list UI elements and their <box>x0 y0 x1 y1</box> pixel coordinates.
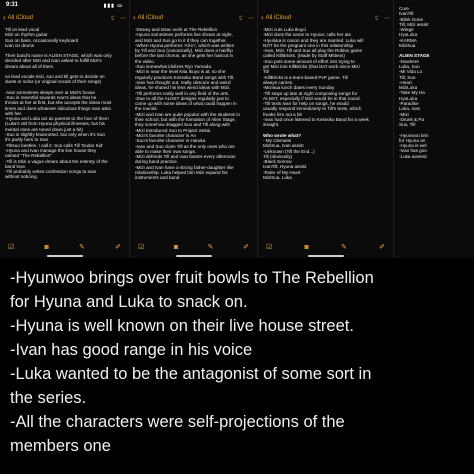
note-line: freaks him out a bit <box>263 111 302 117</box>
note-line: -Till performs really well in any field of the arts. <box>135 90 230 96</box>
note-line: Cure <box>399 6 409 11</box>
note-line: usually respond immediately to Till's texts, which <box>263 106 362 112</box>
note-line: Till (obviously) <box>263 153 293 159</box>
note-line: -Luka wanted <box>399 153 427 159</box>
note-line: -Blink Gone <box>399 16 424 22</box>
home-indicator <box>176 255 212 257</box>
note-line: the video. <box>135 58 155 64</box>
note-line: ALNST, especially if Mizi would be in that round. <box>263 95 361 101</box>
note-body[interactable] <box>5 27 126 234</box>
note-line: by Till and Suo (canonically), Mizi does a hairflip <box>135 48 233 54</box>
note-line: -Ivan has thought out, really obscure and weird <box>135 79 231 85</box>
note-line: relationship. Luka helped him Mizi expand his <box>135 170 228 176</box>
more-icon[interactable]: ⋯ <box>248 15 254 22</box>
note-line: -Hyuna is wel <box>399 143 427 149</box>
note-line: no lead vocals mizi, suo and till gets to decide on <box>5 74 105 80</box>
caption-line: -Luka wanted to be the antagonist of some sort in <box>10 365 372 383</box>
notes-nav-bar <box>3 13 126 23</box>
back-link[interactable]: All iCloud <box>7 15 34 21</box>
note-line: -Mizi and Ivan have a strong father-daughter like <box>135 164 234 170</box>
note-line: -Suo is slightly brainrotted, but only when it's Suo <box>5 132 105 138</box>
note-line: -Tiltsuo beetles. I call it: Suo calls Till 'Guitar Kid' <box>5 142 104 148</box>
note-line: straight. <box>263 122 280 128</box>
note-line: able to make their own songs. <box>135 148 197 154</box>
checklist-icon[interactable]: ☑ <box>8 244 15 251</box>
note-line: -Ivan had once listened to Kessoku Band for a week <box>263 117 369 123</box>
note-line: Till on lead vocal <box>5 27 40 32</box>
note-line: -Take My Ha <box>399 90 425 96</box>
notes-nav-bar <box>261 13 390 23</box>
caption-line: -Hyuna is well known on their live house street. <box>10 317 354 335</box>
note-line: -Mi Vida Lo <box>399 69 423 75</box>
notes-panel-1 <box>0 0 130 258</box>
note-line: they somehow dragged Suo and Till along with <box>135 122 230 128</box>
home-indicator <box>308 255 344 257</box>
notes-toolbar <box>8 242 121 252</box>
more-icon[interactable]: ⋯ <box>384 15 390 22</box>
note-line: mental ones are toned down just a bit) <box>5 126 83 132</box>
note-line: ideas, he shared his less weird ideas with Mizi. <box>135 85 231 91</box>
note-line: IvanTill, Hyuna assist <box>263 164 307 170</box>
chevron-left-icon[interactable]: ‹ <box>3 13 6 22</box>
checklist-icon[interactable]: ☑ <box>138 244 145 251</box>
note-line: MiziSua, Ivan assist <box>263 143 304 149</box>
note-line: -Suo puts some amount of effort into trying to <box>263 58 355 64</box>
pen-icon[interactable]: ✎ <box>340 244 347 251</box>
note-line: the rounds. <box>135 106 158 112</box>
note-line: Their band's name is ALIEN STAGE, which was only <box>5 53 112 59</box>
note-line: -Hyuna and Ivan manage the live house they <box>5 147 97 153</box>
note-line: -Ivan and Suo claim Till as the only ones who are <box>135 143 235 149</box>
note-line: Luka, Suo <box>399 63 420 69</box>
note-line: MiziLuka <box>399 85 418 91</box>
caption-line: for Hyuna and Luka to snack on. <box>10 293 248 311</box>
note-line: for Hyuna an <box>399 137 426 143</box>
note-line: -Suo's favorite character is Haruka <box>135 138 206 144</box>
note-line: -Mizi cuts Luka Ikuyo <box>263 27 306 32</box>
note-line: it's partly hers to Ivan. <box>5 137 50 143</box>
caption-line: -All the characters were self-projections of the <box>10 413 345 431</box>
note-line: -Till probably writes confession songs to Ivan <box>5 169 97 175</box>
note-line: and Mizi and Suo go to it if they can together. <box>135 37 227 43</box>
note-line: Suo, Till <box>399 122 416 128</box>
status-time: 9:31 <box>6 2 19 8</box>
note-line: -KARMA <box>399 37 417 43</box>
caption-line: members one <box>10 437 111 455</box>
note-line: -Mizi's favorite character is An <box>135 132 196 138</box>
note-body[interactable] <box>399 6 471 234</box>
more-icon[interactable]: ⋯ <box>120 15 126 22</box>
note-line: -Hyuluka is canon and they are married. Luka will <box>263 37 364 43</box>
share-icon[interactable]: ⇪ <box>373 15 379 22</box>
compose-icon[interactable]: ✐ <box>115 244 121 251</box>
notes-panel-4 <box>394 0 474 258</box>
note-line: -Mizisua lunch dates every Sunday <box>263 85 335 91</box>
note-line: -Unknown (Till the End...) <box>263 148 315 154</box>
signal-battery-icon: ▮▮▮ ▭ <box>103 3 123 9</box>
note-line: -Wiege <box>399 27 414 33</box>
camera-icon[interactable]: ◙ <box>173 243 179 251</box>
note-line: -Nowhere <box>399 58 419 64</box>
note-line: -Hyunwoo brin <box>399 132 429 138</box>
note-line: -Paradise <box>399 101 419 107</box>
note-line: -Heart <box>399 79 412 85</box>
caption-line: -Hyunwoo brings over fruit bowls to The Rebellion <box>10 269 374 287</box>
note-line: -Till stays up late at night composing songs for <box>263 90 358 96</box>
note-line: always carries. <box>263 79 294 85</box>
pen-icon[interactable]: ✎ <box>78 244 85 251</box>
note-line: -Ivan sometimes sleeps over at Mizi's house <box>5 89 95 95</box>
note-line: named "The Rebellion" <box>5 153 52 159</box>
note-line: dream about all of them. <box>5 63 55 69</box>
note-line: times and does whatever ridiculous things Ivan asks <box>5 105 111 111</box>
pen-icon[interactable]: ✎ <box>207 244 214 251</box>
note-line: come up with some ideas of what could happen in <box>135 101 237 107</box>
note-line: -Dewey and Issac work at The Rebellion. <box>135 27 219 32</box>
note-line: MiziSua <box>399 43 416 49</box>
camera-icon[interactable]: ◙ <box>44 243 49 251</box>
note-line: -Suo somewhat idolizes Ryo Yamada. <box>135 64 213 70</box>
note-line: -Drunk & Pa <box>399 116 425 122</box>
note-line: -Mizi and Ivan are quite popular with the students in <box>135 111 240 117</box>
note-line: NOT be the pregnant one in this relationship <box>263 42 354 48</box>
share-icon[interactable]: ⇪ <box>237 15 243 22</box>
note-line: -Mizi does the same to Hyuna; calls her ate <box>263 32 352 38</box>
note-line: during band practice. <box>135 159 178 165</box>
note-line: regularly practices Kessoku Band songs with Till. <box>135 74 235 80</box>
home-indicator <box>47 255 83 257</box>
note-body[interactable] <box>263 27 390 234</box>
note-line: -Suo is resentful towards Ivan's ideas that he <box>5 94 97 100</box>
note-line: - My Clematis <box>263 137 292 143</box>
note-line: -Ruler of My Heart <box>263 169 301 175</box>
note-line: -Ivan has goo <box>399 148 427 154</box>
note-line: (Luka's old from Hyuna physical illnesses, but his <box>5 121 105 127</box>
note-line: -Mizi is near the level Kita Ikuyo is at, so she <box>135 69 226 75</box>
note-line: -Black Sorrow <box>263 159 292 165</box>
note-line: Till, Suo <box>399 74 416 80</box>
note-line: -Till texts Ivan for help on songs, he would <box>263 101 349 107</box>
note-line: get Mizi into KillBricks (that isn't work since Mizi <box>263 64 360 70</box>
note-line: Till, Mizi assist <box>399 21 429 27</box>
note-line: Ivan on drums <box>5 42 35 48</box>
notes-nav-bar <box>133 13 254 23</box>
note-line: Luka, Ivan <box>399 106 421 112</box>
note-line: -When Hyuna performs 'All-in', which was written <box>135 42 235 48</box>
note-line: Mizi on rhythm guitar <box>5 32 48 38</box>
note-line: HyuLuka <box>399 95 418 101</box>
caption-line: the series. <box>10 389 87 407</box>
compose-icon[interactable]: ✐ <box>243 244 249 251</box>
note-line: Who wrote what? <box>263 132 302 138</box>
chevron-left-icon[interactable]: ‹ <box>261 13 264 22</box>
back-link[interactable]: All iCloud <box>265 15 292 21</box>
share-icon[interactable]: ⇪ <box>109 15 115 22</box>
note-line: decided after Mizi and Ivan asked to fulfill Mizi's <box>5 58 102 64</box>
note-line: before the last chorus, as she gets her haircut in <box>135 53 234 59</box>
note-line: HyuLuka <box>399 32 418 38</box>
notes-panel-2 <box>130 0 258 258</box>
note-line: MiziSua, Luka <box>263 175 292 181</box>
chevron-left-icon[interactable]: ‹ <box>133 13 136 22</box>
note-line: -Hyuna and Luka act as parents to the four of them <box>5 116 109 122</box>
note-line: Till <box>263 69 269 75</box>
note-line: -Hyuna sometimes performs live shows at night, <box>135 32 233 38</box>
note-line: called KillBricks. (Made by Staff Mittens) <box>263 53 345 59</box>
note-line: IvanTill <box>399 11 414 17</box>
note-line: with her. <box>5 110 23 116</box>
note-line: -Mizi <box>399 111 409 117</box>
caption-text <box>10 266 470 458</box>
note-line: without noticing. <box>5 174 38 180</box>
note-line: instruments and band. <box>135 175 181 181</box>
note-line: -Mizi introduced Suo to Project Sekai. <box>135 127 212 133</box>
notes-panel-3 <box>258 0 394 258</box>
note-line: -Mizi defends Till and Ivan banter every afternoon <box>135 154 236 160</box>
note-line: -Ivan, Mizi, Till and Suo all play the Roblox game <box>263 48 363 54</box>
notes-toolbar <box>266 242 385 252</box>
note-line: band love. <box>5 163 27 169</box>
back-link[interactable]: All iCloud <box>137 15 164 21</box>
note-line: their school, but with the formation of Alien Stage, <box>135 117 236 123</box>
note-line: -Till is Mizi a vague dream about the entirety of the <box>5 158 108 164</box>
notes-toolbar <box>138 242 249 252</box>
caption-line: -Ivan has good range in his voice <box>10 341 253 359</box>
checklist-icon[interactable]: ☑ <box>266 244 273 251</box>
note-line: -KillBricks is a team-based PvP game. Till <box>263 74 348 80</box>
status-bar <box>6 2 123 10</box>
note-body[interactable] <box>135 27 254 234</box>
note-line: -Due to all the ALNST designs regularly just to <box>135 95 229 101</box>
note-line: throws at her at first, but she accepts the ideas most <box>5 100 112 106</box>
note-line: ALIEN STAGE <box>399 53 430 59</box>
camera-icon[interactable]: ◙ <box>304 243 309 251</box>
compose-icon[interactable]: ✐ <box>379 244 385 251</box>
note-line: duets or solos (ur original vocals of their songs) <box>5 79 102 85</box>
note-line: Suo on bass, occasionally keyboard <box>5 37 79 43</box>
